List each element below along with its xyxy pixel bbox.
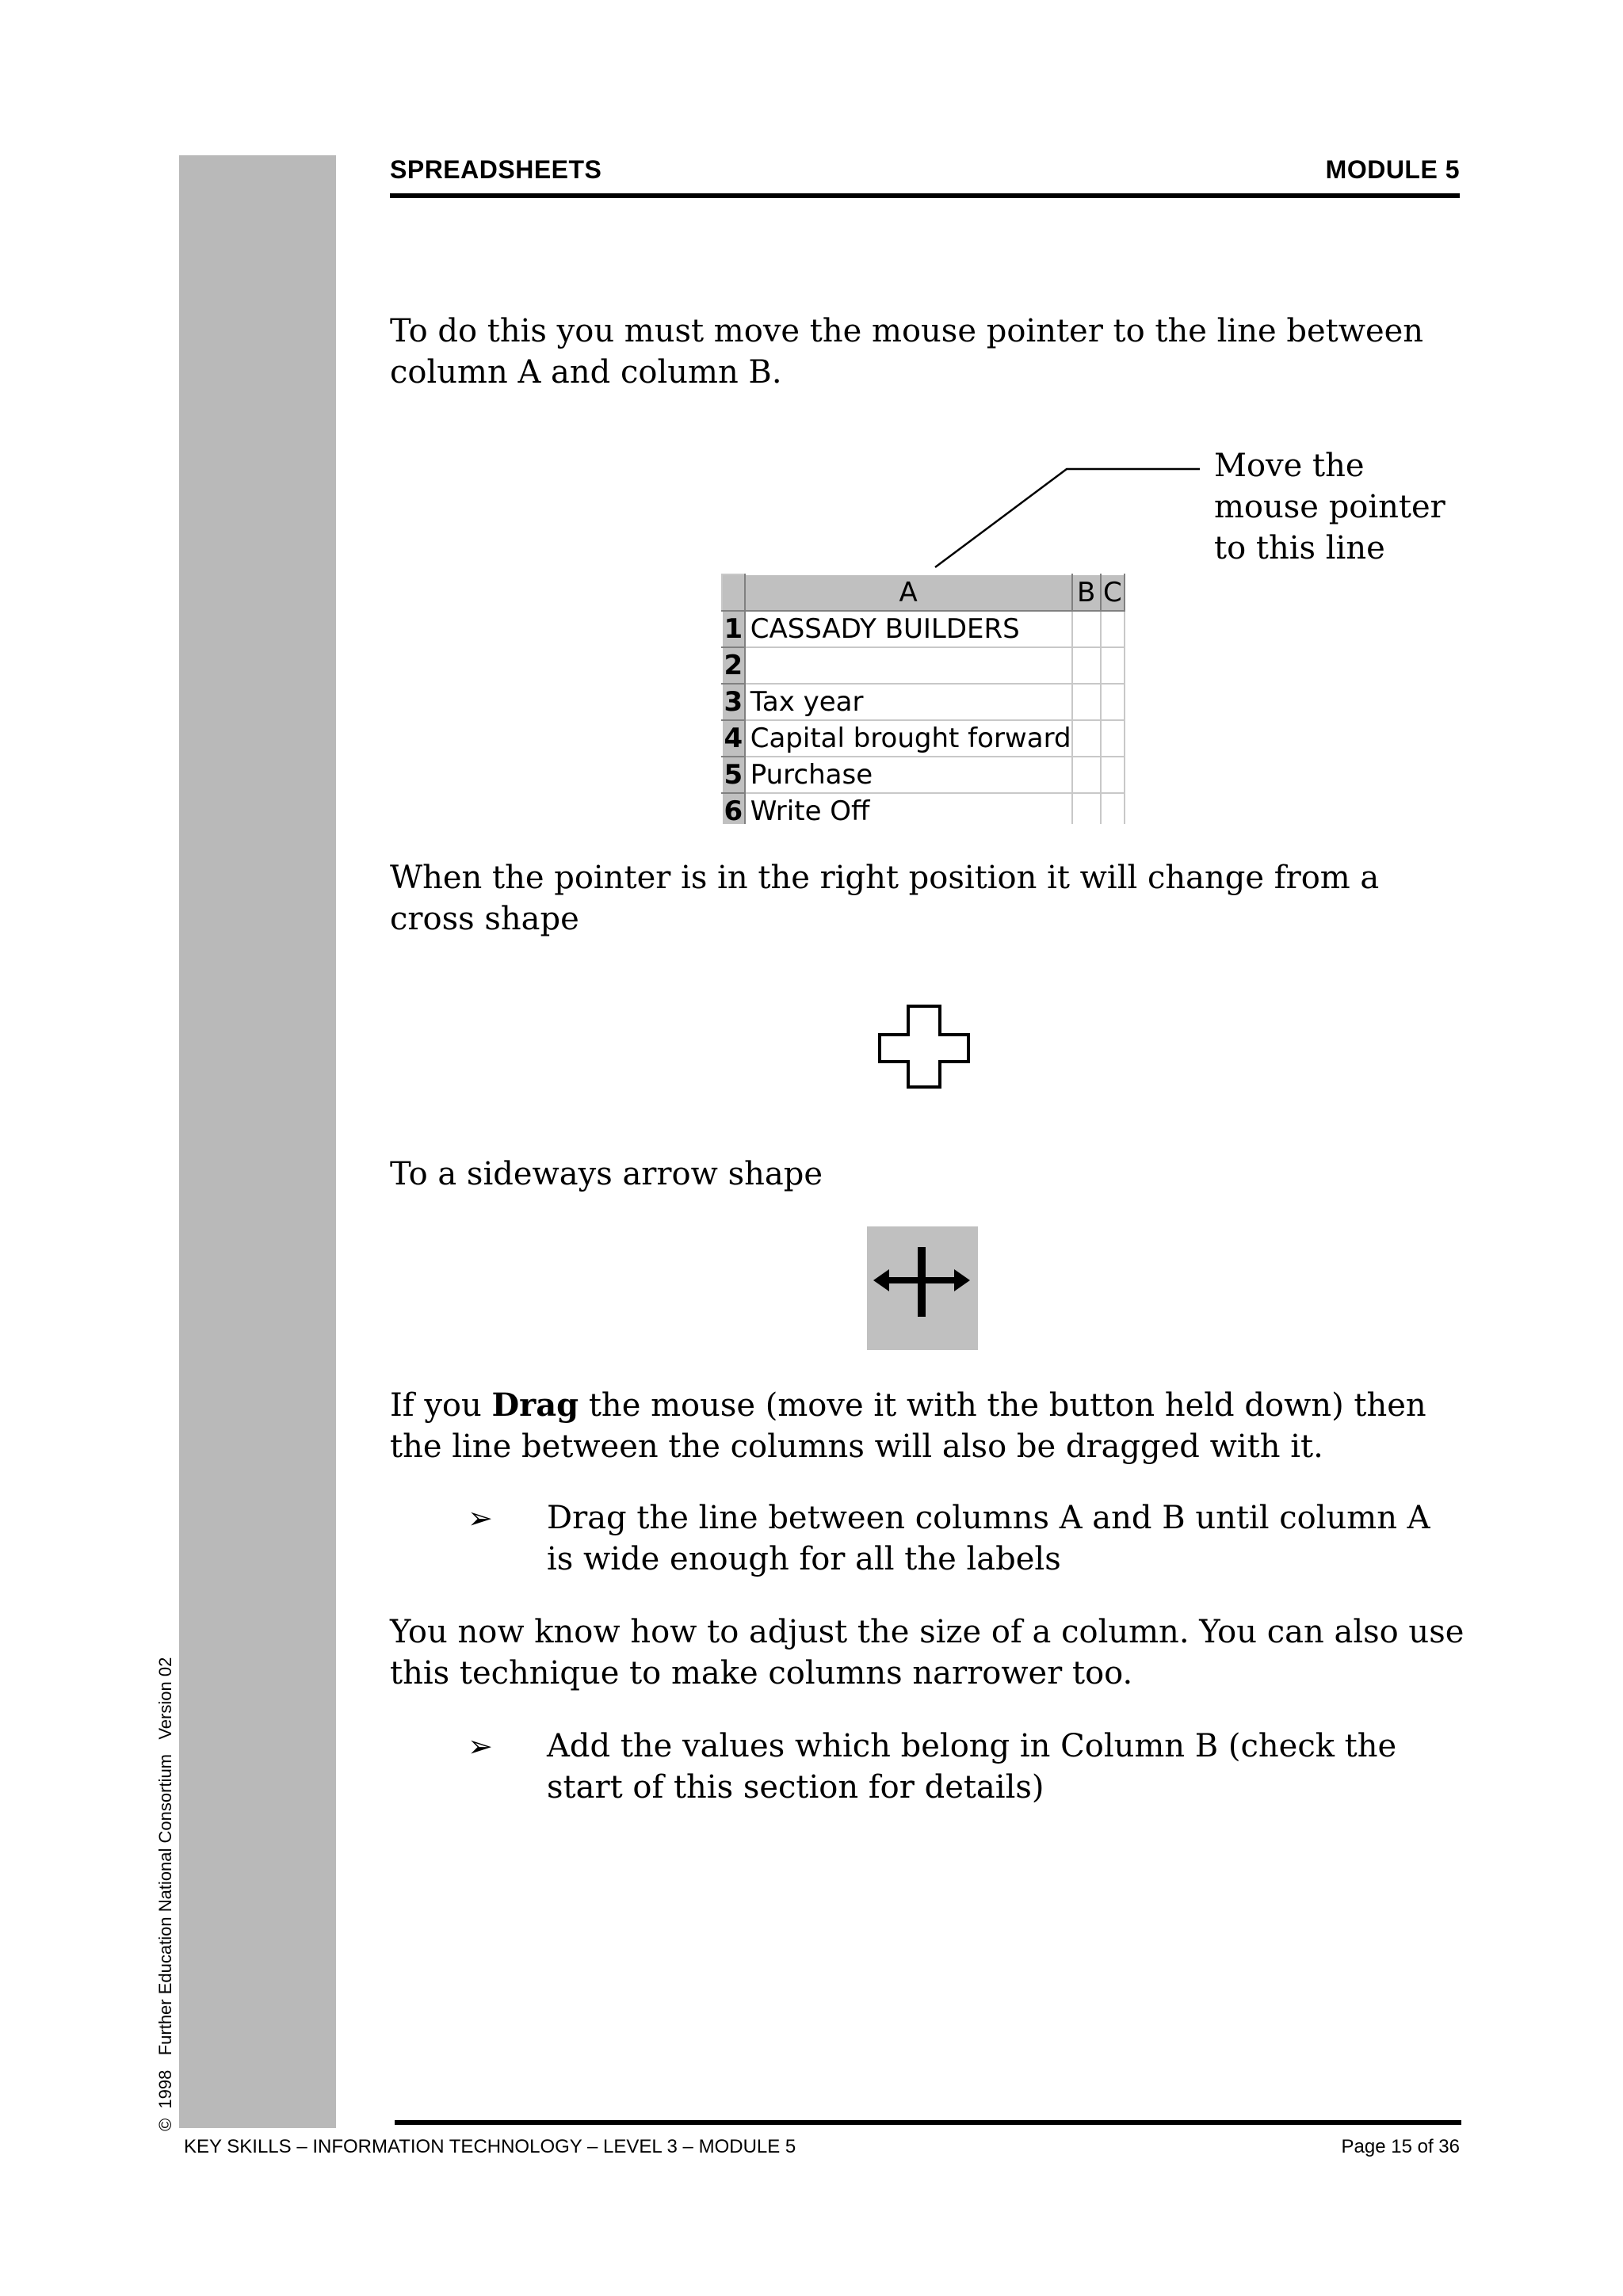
- sheet-corner: [722, 574, 745, 611]
- column-header-c: C: [1101, 574, 1125, 611]
- header-title: SPREADSHEETS: [390, 155, 602, 184]
- cell-c4: [1101, 720, 1125, 757]
- row-header: 3: [722, 684, 745, 720]
- footer-course-title: KEY SKILLS – INFORMATION TECHNOLOGY – LEVEL 3 – MODULE 5: [184, 2136, 796, 2157]
- paragraph-drag: [390, 1385, 1468, 1467]
- row-header: 2: [722, 647, 745, 684]
- column-header-b: B: [1072, 574, 1101, 611]
- cell-a2: [745, 647, 1072, 684]
- header-module: MODULE 5: [1325, 155, 1460, 184]
- row-header: 5: [722, 757, 745, 793]
- cell-c3: [1101, 684, 1125, 720]
- cell-c5: [1101, 757, 1125, 793]
- cell-a3: Tax year: [745, 684, 1072, 720]
- row-header: 1: [722, 611, 745, 647]
- cell-b4: [1072, 720, 1101, 757]
- cell-b3: [1072, 684, 1101, 720]
- bullet-marker: ➢: [468, 1501, 493, 1535]
- footer-rule: [395, 2120, 1461, 2125]
- cell-a1: CASSADY BUILDERS: [745, 611, 1072, 647]
- paragraph-intro: To do this you must move the mouse pointer to the line between column A and column B.: [390, 313, 1424, 391]
- paragraph-drag-text-start: If you: [390, 1387, 492, 1424]
- cell-a6: Write Off: [745, 793, 1072, 824]
- cell-a4: Capital brought forward: [745, 720, 1072, 757]
- row-header: 6: [722, 793, 745, 824]
- bullet-marker: ➢: [468, 1729, 493, 1764]
- cell-b2: [1072, 647, 1101, 684]
- column-resize-pointer-icon: [867, 1226, 978, 1350]
- bullet-item-drag-line: Drag the line between columns A and B until column A is wide enough for all the labels: [547, 1500, 1430, 1577]
- copyright-notice: © 1998 Further Education National Consortium Version 02: [155, 1657, 175, 2131]
- paragraph-adjust-size: You now know how to adjust the size of a column. You can also use this technique to make columns narrower too.: [390, 1614, 1465, 1691]
- cell-b6: [1072, 793, 1101, 824]
- cell-c1: [1101, 611, 1125, 647]
- cell-b1: [1072, 611, 1101, 647]
- drag-keyword: Drag: [491, 1386, 579, 1424]
- bullet-item-add-values: Add the values which belong in Column B (check the start of this section for details): [547, 1728, 1397, 1806]
- paragraph-cross-shape: When the pointer is in the right position it will change from a cross shape: [390, 860, 1380, 937]
- callout-label: Move the mouse pointer to this line: [1214, 448, 1445, 566]
- cell-c2: [1101, 647, 1125, 684]
- paragraph-drag-text-end: the mouse (move it with the button held down) then the line between the columns will also be dragged with it.: [390, 1387, 1426, 1465]
- resize-pointer-box: [867, 1226, 978, 1350]
- page-number: Page 15 of 36: [1341, 2136, 1460, 2157]
- cross-pointer-icon: [875, 1003, 973, 1090]
- cell-a5: Purchase: [745, 757, 1072, 793]
- row-header: 4: [722, 720, 745, 757]
- cell-c6: [1101, 793, 1125, 824]
- spreadsheet-fragment: [721, 574, 1125, 824]
- cell-b5: [1072, 757, 1101, 793]
- paragraph-arrow-shape: To a sideways arrow shape: [390, 1156, 823, 1192]
- column-header-a: A: [745, 574, 1072, 611]
